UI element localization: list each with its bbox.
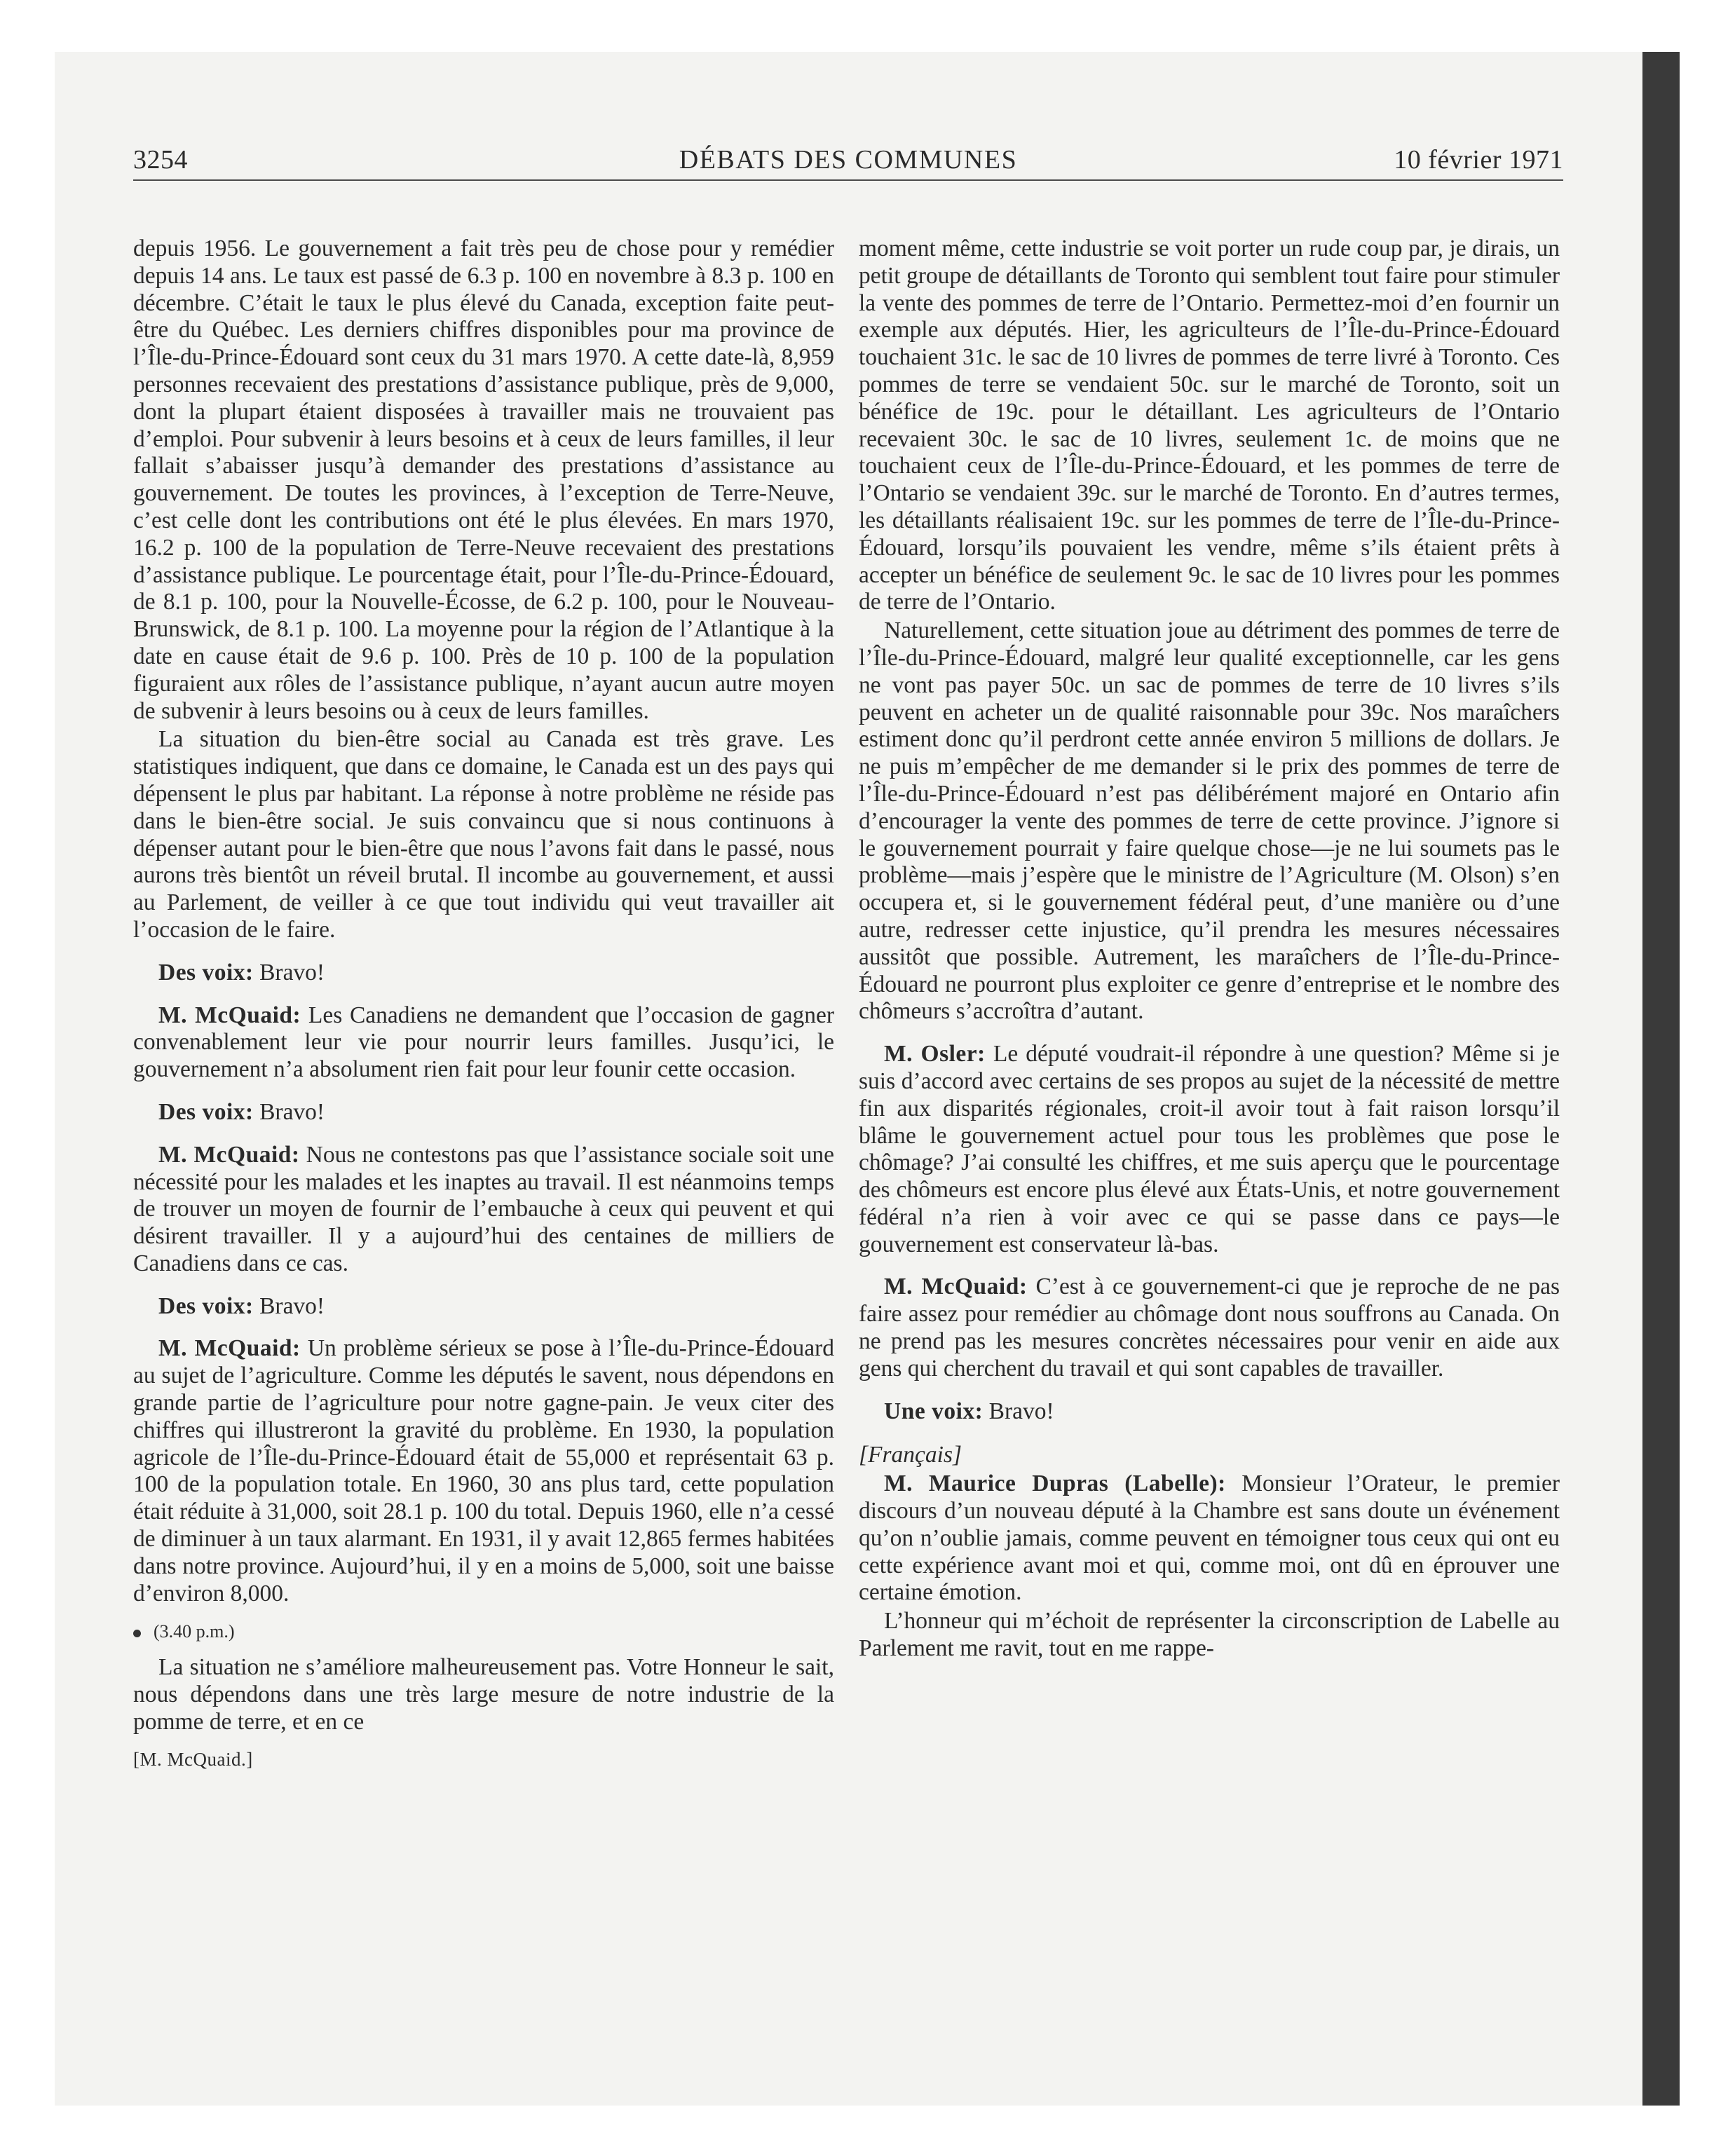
time-marker [133,1618,834,1646]
speaker-name: M. McQuaid: [884,1274,1028,1300]
page-number: 3254 [133,145,188,175]
speaker-name: Des voix: [158,1098,254,1125]
speech [133,1142,834,1278]
speaker-name: Des voix: [158,1292,254,1319]
bullet-icon [133,1630,141,1637]
paragraph: L’honneur qui m’échoit de représenter la circonscription de Labelle au Parlement me ravit, tout en me rappe- [859,1608,1560,1662]
speaker-name: M. Maurice Dupras (Labelle): [884,1471,1226,1497]
speaker-name: Des voix: [158,959,254,985]
speech-text: C’est à ce gouvernement-ci que je reproche de ne pas faire assez pour remédier au chômage dont nous souffrons au Canada. On ne prend pas les mesures concrètes nécessaires pour venir en aide aux gens qui cherchent du travail et qui sont capables de travailler. [859,1274,1560,1381]
speech-text: Les Canadiens ne demandent que l’occasion de gagner convenablement leur vie pour nourrir leurs familles. Jusqu’ici, le gouvernement n’a absolument rien fait pour leur founir cette occasion. [133,1002,834,1083]
speech [859,1041,1560,1258]
speech-text: Nous ne contestons pas que l’assistance sociale soit une nécessité pour les malades et les inaptes au travail. Il est néanmoins temps de trouver un moyen de fournir de l’embauche à ceux qui peuvent et qui désirent travailler. Il y a aujourd’hui des centaines de milliers de Canadiens dans ce cas. [133,1141,835,1276]
paragraph: depuis 1956. Le gouvernement a fait très peu de chose pour y remédier depuis 14 ans. Le taux est passé de 6.3 p. 100 en novembre à 8.3 p. 100 en décembre. C’était le taux le plus élevé du Canada, exception faite peut-être du Québec. Les derniers chiffres disponibles pour ma province de l’Île-du-Prince-Édouard sont ceux du 31 mars 1970. A cette date-là, 8,959 personnes recevaient des prestations d’assistance publique, près de 9,000, dont la plupart étaient disposées à travailler mais ne trouvaient pas d’emploi. Pour subvenir à leurs besoins et à ceux de leurs familles, il leur fallait s’abaisser jusqu’à demander des prestations d’assistance au gouvernement. De toutes les provinces, à l’exception de Terre-Neuve, c’est celle dont les contributions ont été le plus élevées. En mars 1970, 16.2 p. 100 de la population de Terre-Neuve recevaient des prestations d’assistance publique. Le pourcentage était, pour l’Île-du-Prince-Édouard, de 8.1 p. 100, pour la Nouvelle-Écosse, de 6.2 p. 100, pour le Nouveau-Brunswick, de 8.1 p. 100. La moyenne pour la région de l’Atlantique à la date en cause était de 9.6 p. 100. Près de 10 p. 100 de la population figuraient aux rôles de l’assistance publique, n’ayant aucun autre moyen de subvenir à leurs besoins ou à ceux de leurs familles. [133,236,834,724]
speaker-name: M. McQuaid: [158,1335,301,1362]
header-rule [133,179,1563,181]
speech-text: Bravo! [253,1098,325,1125]
speaker-name: M. McQuaid: [158,1002,301,1028]
speaker-name: M. Osler: [884,1041,986,1067]
speech-text: Le député voudrait-il répondre à une question? Même si je suis d’accord avec certains de ses propos au sujet de la nécessité de mettre fin aux disparités régionales, croit-il avoir tout à fait raison lorsqu’il blâme le gouvernement actuel pour tous les problèmes que pose le chômage? J’ai consulté les chiffres, et me suis aperçu que le pourcentage des chômeurs est encore plus élevé aux États-Unis, et notre gouvernement fédéral n’a rien à voir avec ce qui se passe dans ce pays—le gouvernement est conservateur là-bas. [859,1041,1560,1257]
speech [859,1274,1560,1382]
left-column [133,236,834,1774]
speech-text: Bravo! [983,1398,1054,1424]
paragraph: moment même, cette industrie se voit porter un rude coup par, je dirais, un petit groupe de détaillants de Toronto qui semblent tout faire pour stimuler la vente des pommes de terre de l’Ontario. Permettez-moi d’en fournir un exemple aux députés. Hier, les agriculteurs de l’Île-du-Prince-Édouard touchaient 31c. le sac de 10 livres de pommes de terre livré à Toronto. Ces pommes de terre se vendaient 50c. sur le marché de Toronto, soit un bénéfice de 19c. pour le détaillant. Les agriculteurs de l’Ontario recevaient 30c. le sac de 10 livres, seulement 1c. de moins que ne touchaient ceux de l’Île-du-Prince-Édouard, et les pommes de terre de l’Ontario se vendaient 39c. sur le marché de Toronto. En d’autres termes, les détaillants réalisaient 19c. sur les pommes de terre de l’Île-du-Prince-Édouard, lorsqu’ils pouvaient les vendre, même s’ils étaient prêts à accepter un bénéfice de seulement 9c. le sac de 10 livres pour les pommes de terre de l’Ontario. [859,236,1560,615]
page-header [133,139,1563,178]
speech-text: Un problème sérieux se pose à l’Île-du-Prince-Édouard au sujet de l’agriculture. Comme les députés le savent, nous dépendons en grande partie de l’agriculture pour notre gagne-pain. Je veux citer des chiffres qui illustreront la gravité du problème. En 1930, la population agricole de l’Île-du-Prince-Édouard était de 55,000 et représentait 63 p. 100 de la population totale. En 1960, 30 ans plus tard, cette population était réduite à 31,000, soit 28.1 p. 100 du total. Depuis 1960, elle n’a cessé de diminuer à un taux alarmant. En 1931, il y avait 12,865 fermes habitées dans notre province. Aujourd’hui, il y en a moins de 5,000, soit une baisse d’environ 8,000. [133,1335,835,1606]
speech [133,1099,834,1126]
speech [133,1293,834,1321]
publication-title: DÉBATS DES COMMUNES [679,145,1018,175]
speaker-footer: [M. McQuaid.] [133,1748,253,1770]
language-label: [Français] [859,1442,962,1468]
speech [859,1471,1560,1606]
speech [133,1002,834,1084]
paragraph: La situation du bien-être social au Canada est très grave. Les statistiques indiquent, que dans ce domaine, le Canada est un des pays qui dépensent le plus par habitant. La réponse à notre problème ne réside pas dans le bien-être social. Je suis convaincu que si nous continuons à dépenser autant pour le bien-être que nous l’avons fait dans le passé, nous aurons très bientôt un réveil brutal. Il incombe au gouvernement, et aussi au Parlement, de veiller à ce que tout individu qui veut travailler ait l’occasion de le faire. [133,726,834,943]
time-stamp: (3.40 p.m.) [154,1621,235,1642]
issue-date: 10 février 1971 [1394,145,1563,175]
speaker-name: M. McQuaid: [158,1141,300,1168]
speaker-name: Une voix: [884,1398,984,1424]
right-column [859,236,1560,1664]
language-marker [859,1442,1560,1469]
scan-edge-shadow [1642,52,1680,2106]
speech-text: Monsieur l’Orateur, le premier discours d’un nouveau député à la Chambre est sans doute un événement qu’on n’oublie jamais, comme peuvent en témoigner tous ceux qui ont eu cette expérience avant moi et qui, comme moi, ont dû en éprouver une certaine émotion. [859,1471,1560,1606]
speech-text: Bravo! [253,959,325,985]
speech [133,960,834,987]
paragraph: La situation ne s’améliore malheureusement pas. Votre Honneur le sait, nous dépendons dans une très large mesure de notre industrie de la pomme de terre, et en ce [133,1654,834,1735]
speech [859,1398,1560,1426]
paragraph: Naturellement, cette situation joue au détriment des pommes de terre de l’Île-du-Prince-Édouard, malgré leur qualité exceptionnelle, car les gens ne vont pas payer 50c. un sac de pommes de terre de 10 livres s’ils peuvent en acheter un de qualité raisonnable pour 39c. Nos maraîchers estiment donc qu’il perdront cette année environ 5 millions de dollars. Je ne puis m’empêcher de me demander si le prix des pommes de terre de l’Île-du-Prince-Édouard n’est pas délibérément majoré en Ontario afin d’encourager la vente des pommes de terre de cette province. J’ignore si le gouvernement pourrait y faire quelque chose—je ne lui soumets pas le problème—mais j’espère que le ministre de l’Agriculture (M. Olson) s’en occupera et, si le gouvernement fédéral peut, d’une manière ou d’une autre, redresser cette injustice, qu’il prendra les mesures nécessaires aussitôt que possible. Autrement, les maraîchers de l’Île-du-Prince-Édouard ne pourront plus exploiter ce genre d’entreprise et le nombre des chômeurs s’accroîtra d’autant. [859,618,1560,1025]
speech [133,1335,834,1607]
speech-text: Bravo! [253,1292,325,1319]
